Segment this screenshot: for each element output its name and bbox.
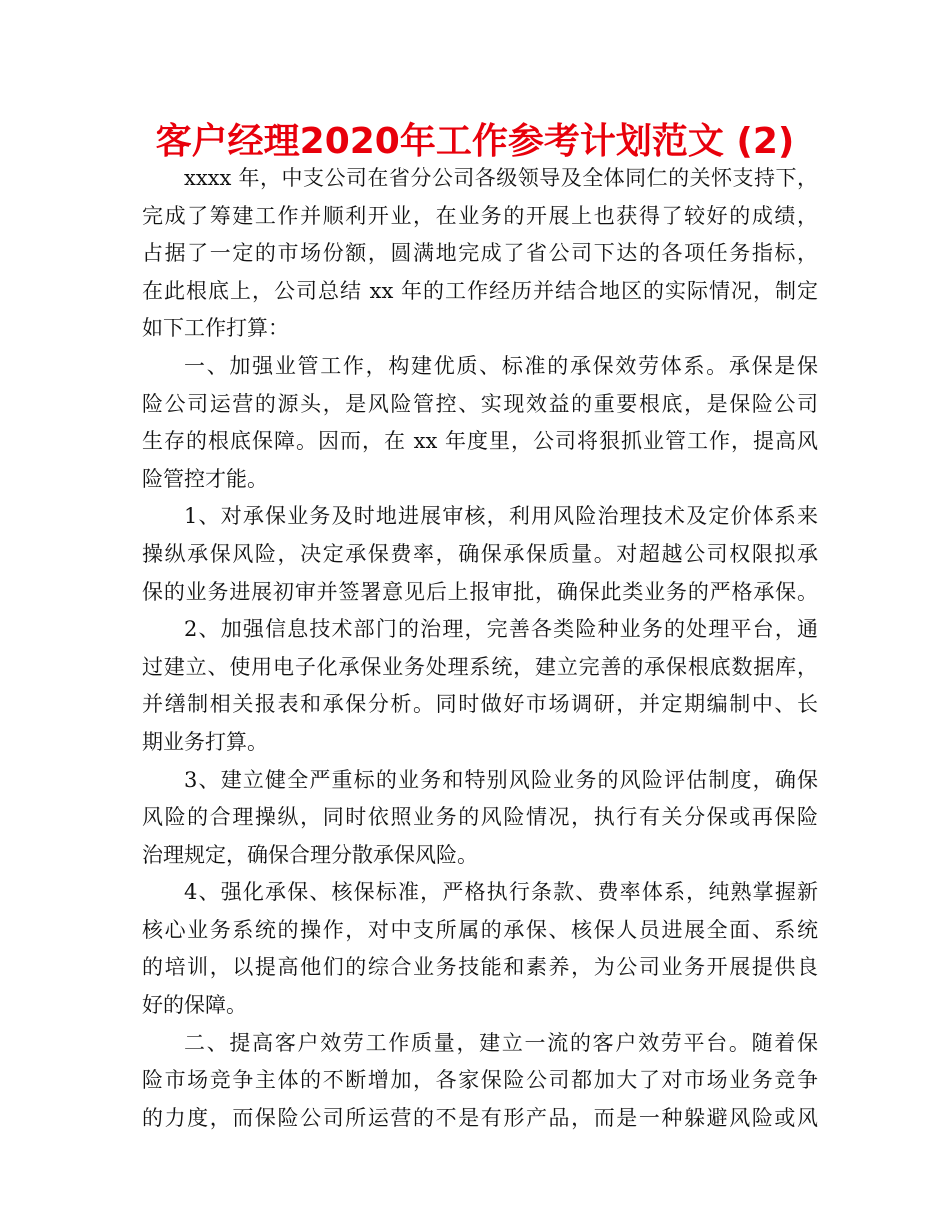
paragraph-line: 好的保障。 bbox=[142, 993, 247, 1018]
paragraph-line: 的培训，以提高他们的综合业务技能和素养，为公司业务开展提供良 bbox=[142, 955, 818, 980]
paragraph-line: 并缮制相关报表和承保分析。同时做好市场调研，并定期编制中、长 bbox=[142, 692, 818, 717]
page-title: 客户经理2020年工作参考计划范文 (2) bbox=[155, 121, 795, 162]
document-body bbox=[142, 160, 818, 1137]
paragraph-line: 的力度，而保险公司所运营的不是有形产品，而是一种躲避风险或风 bbox=[142, 1105, 818, 1130]
paragraph-line: 操纵承保风险，决定承保费率，确保承保质量。对超越公司权限拟承 bbox=[142, 541, 818, 566]
paragraph-line: 险管控才能。 bbox=[142, 466, 268, 491]
paragraph-line: 4、强化承保、核保标准，严格执行条款、费率体系，纯熟掌握新 bbox=[184, 880, 818, 905]
paragraph-line: 核心业务系统的操作，对中支所属的承保、核保人员进展全面、系统 bbox=[142, 917, 818, 942]
paragraph-line: 在此根底上，公司总结 xx 年的工作经历并结合地区的实际情况，制定 bbox=[142, 278, 818, 303]
paragraph-line: 治理规定，确保合理分散承保风险。 bbox=[142, 842, 478, 867]
paragraph-line: 3、建立健全严重标的业务和特别风险业务的风险评估制度，确保 bbox=[184, 767, 818, 792]
paragraph-line: 占据了一定的市场份额，圆满地完成了省公司下达的各项任务指标， bbox=[142, 241, 818, 266]
paragraph-line: 保的业务进展初审并签署意见后上报审批，确保此类业务的严格承保。 bbox=[142, 579, 818, 604]
paragraph-line: 险市场竞争主体的不断增加，各家保险公司都加大了对市场业务竞争 bbox=[142, 1068, 818, 1093]
paragraph-line: 生存的根底保障。因而，在 xx 年度里，公司将狠抓业管工作，提高风 bbox=[142, 429, 818, 454]
paragraph-line: 如下工作打算： bbox=[142, 316, 289, 341]
paragraph-line: 1、对承保业务及时地进展审核，利用风险治理技术及定价体系来 bbox=[184, 504, 818, 529]
paragraph-line: 期业务打算。 bbox=[142, 729, 268, 754]
paragraph-line: 2、加强信息技术部门的治理，完善各类险种业务的处理平台，通 bbox=[184, 617, 818, 642]
paragraph-line: 过建立、使用电子化承保业务处理系统，建立完善的承保根底数据库， bbox=[142, 654, 818, 679]
paragraph-line: 完成了筹建工作并顺利开业，在业务的开展上也获得了较好的成绩， bbox=[142, 203, 818, 228]
paragraph-line: 风险的合理操纵，同时依照业务的风险情况，执行有关分保或再保险 bbox=[142, 805, 818, 830]
paragraph-line: 二、提高客户效劳工作质量，建立一流的客户效劳平台。随着保 bbox=[184, 1030, 818, 1055]
paragraph-line: 险公司运营的源头，是风险管控、实现效益的重要根底，是保险公司 bbox=[142, 391, 818, 416]
paragraph-line: xxxx 年，中支公司在省分公司各级领导及全体同仁的关怀支持下， bbox=[184, 166, 818, 190]
paragraph-line: 一、加强业管工作，构建优质、标准的承保效劳体系。承保是保 bbox=[184, 353, 818, 378]
